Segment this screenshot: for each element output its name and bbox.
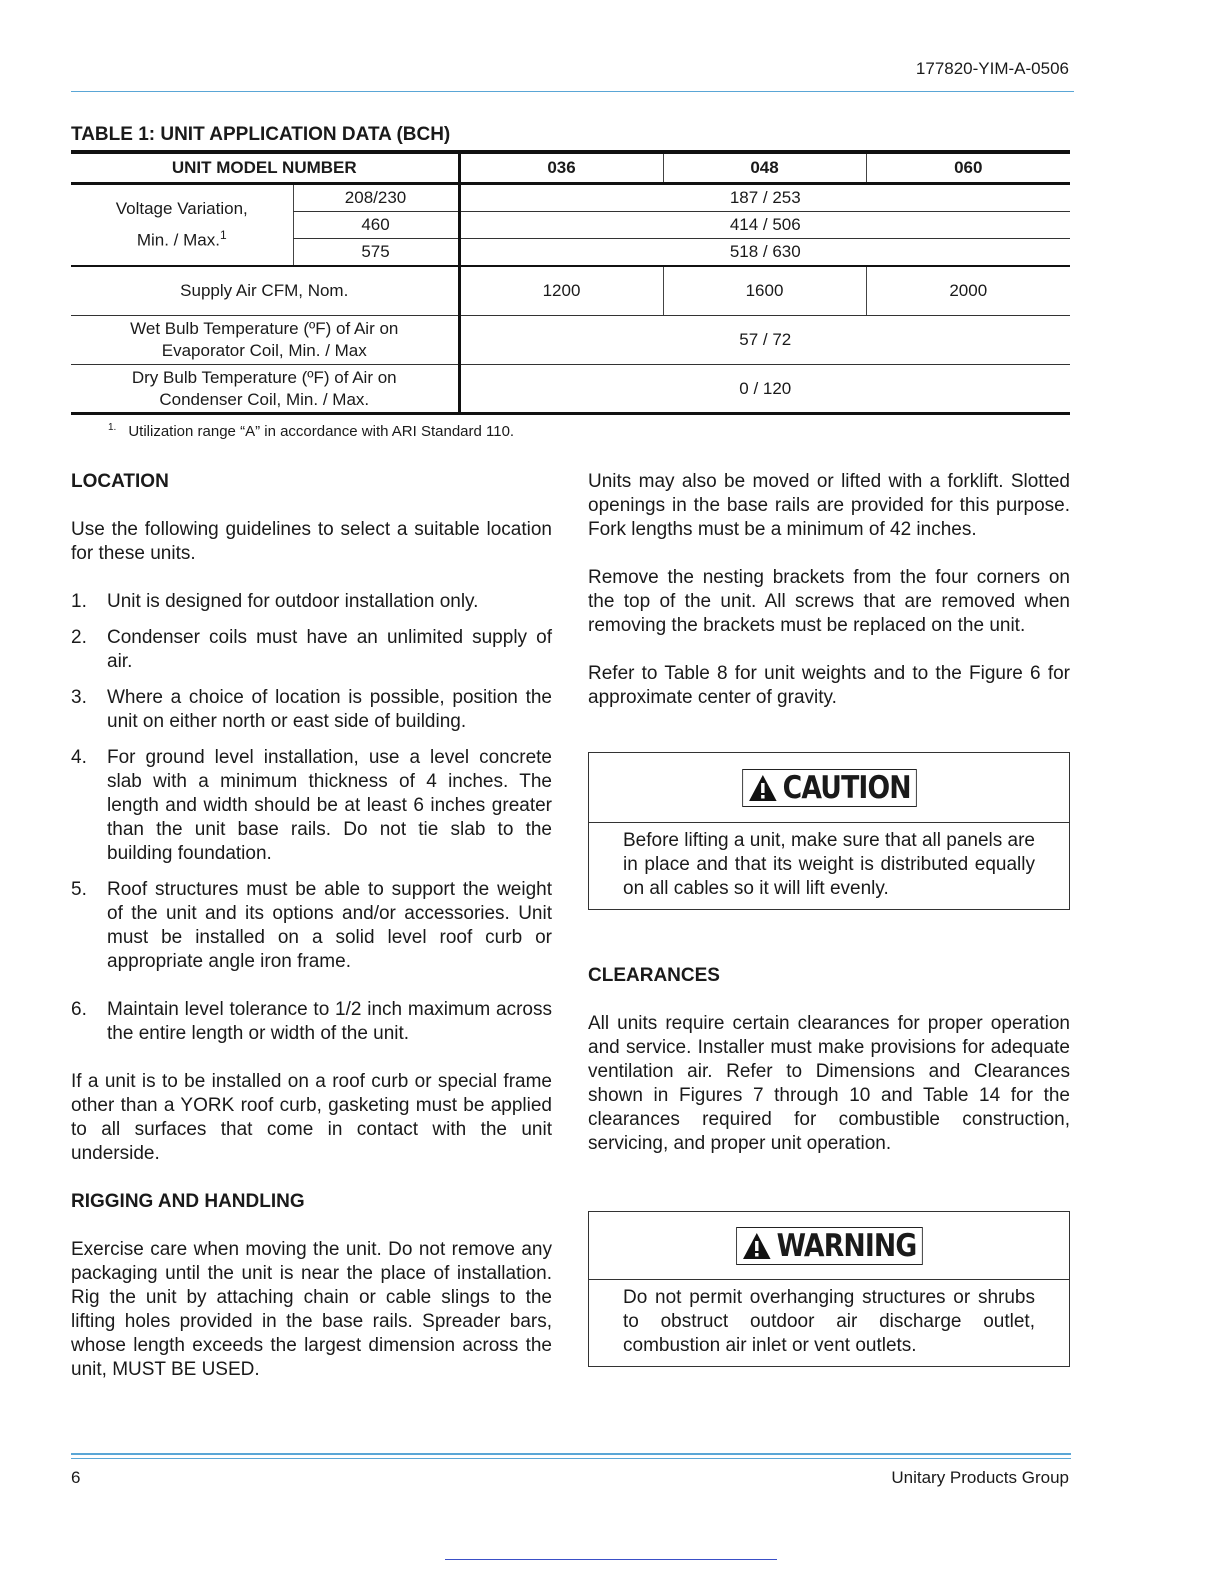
- footer-rule-thin: [71, 1458, 1071, 1459]
- unit-application-table: [71, 150, 1070, 415]
- caution-text: Before lifting a unit, make sure that all panels are in place and that its weight is distributed equally on all cables so it will lift evenly.: [623, 830, 1035, 899]
- voltage-label-line1: Voltage Variation,: [115, 198, 248, 218]
- dry-bulb-label-line1: Dry Bulb Temperature (ºF) of Air on: [131, 367, 397, 387]
- clearances-section: [588, 964, 1070, 1156]
- voltage-value: 575: [293, 239, 459, 266]
- voltage-label-line2: Min. / Max.: [136, 230, 220, 250]
- list-item: [71, 878, 552, 974]
- warning-header: [589, 1212, 1069, 1280]
- list-item: [71, 590, 552, 614]
- dry-bulb-label: [71, 365, 459, 414]
- list-text: Condenser coils must have an unlimited supply of air.: [107, 627, 552, 672]
- warning-triangle-icon: [748, 774, 777, 802]
- model-header-060: 060: [866, 152, 1070, 184]
- model-number-header: UNIT MODEL NUMBER: [71, 152, 459, 184]
- table-footnote: [108, 422, 514, 440]
- list-number: 3.: [71, 687, 87, 708]
- voltage-label: [71, 184, 293, 266]
- clearances-text: All units require certain clearances for proper operation and service. Installer must make provisions for adequate ventilation air. Refer to Dimensions and Clearances shown in Figures 7 through 10 and Table 14 for the clearances required for combustible construction, servicing, and proper unit operation.: [588, 1013, 1070, 1154]
- voltage-value: 460: [293, 212, 459, 239]
- warning-text: Do not permit overhanging structures or shrubs to obstruct outdoor air discharge outlet, combustion air inlet or vent outlets.: [623, 1287, 1035, 1356]
- footer-rule: [71, 1453, 1071, 1455]
- rigging-text: Exercise care when moving the unit. Do not remove any packaging until the unit is near the place of installation. Rig the unit by attaching chain or cable slings to the lifting holes provided in the base rails. Spreader bars, whose length exceeds the largest dimension across the unit, MUST BE USED.: [71, 1239, 552, 1380]
- caution-label: CAUTION: [782, 769, 911, 806]
- curb-note: If a unit is to be installed on a roof curb or special frame other than a YORK roof curb, gasketing must be applied to all surfaces that come in contact with the unit underside.: [71, 1071, 552, 1164]
- link-underline: [445, 1559, 777, 1560]
- warning-label: WARNING: [776, 1227, 917, 1264]
- table-row: [71, 316, 1070, 365]
- table-header-row: [71, 152, 1070, 184]
- location-heading: LOCATION: [71, 471, 169, 492]
- company-name: Unitary Products Group: [891, 1468, 1069, 1487]
- list-text: Roof structures must be able to support the weight of the unit and its options and/or accessories. Unit must be installed on a solid level roof curb or appropriate angle iron frame.: [107, 879, 552, 972]
- supply-air-060: 2000: [866, 266, 1070, 316]
- warning-triangle-icon: [742, 1232, 771, 1260]
- voltage-value: 208/230: [293, 184, 459, 212]
- warning-box: [588, 1211, 1070, 1367]
- list-number: 1.: [71, 591, 87, 612]
- list-item: [71, 998, 552, 1046]
- model-header-036: 036: [459, 152, 663, 184]
- list-text: Maintain level tolerance to 1/2 inch maximum across the entire length or width of the unit.: [107, 999, 552, 1044]
- list-number: 4.: [71, 747, 87, 768]
- supply-air-label: Supply Air CFM, Nom.: [71, 266, 459, 316]
- voltage-range: 414 / 506: [459, 212, 1070, 239]
- voltage-footnote-ref: 1: [219, 227, 227, 242]
- voltage-range: 518 / 630: [459, 239, 1070, 266]
- table-row: [71, 184, 1070, 212]
- clearances-heading: CLEARANCES: [588, 965, 720, 986]
- supply-air-036: 1200: [459, 266, 663, 316]
- wet-bulb-label-line2: Evaporator Coil, Min. / Max: [161, 341, 367, 360]
- wet-bulb-value: 57 / 72: [459, 316, 1070, 365]
- list-text: Where a choice of location is possible, position the unit on either north or east side of building.: [107, 687, 552, 732]
- table-row: [71, 266, 1070, 316]
- list-text: For ground level installation, use a level concrete slab with a minimum thickness of 4 inches. The length and width should be at least 6 inches greater than the unit base rails. Do not tie slab to the building foundation.: [107, 747, 552, 864]
- voltage-range: 187 / 253: [459, 184, 1070, 212]
- caution-header: [589, 753, 1069, 823]
- document-number: 177820-YIM-A-0506: [915, 59, 1069, 78]
- footnote-text: Utilization range “A” in accordance with ARI Standard 110.: [128, 423, 515, 440]
- rigging-heading: RIGGING AND HANDLING: [71, 1191, 305, 1212]
- footnote-marker: 1.: [108, 422, 117, 433]
- list-text: Unit is designed for outdoor installation only.: [107, 591, 479, 612]
- dry-bulb-label-line2: Condenser Coil, Min. / Max.: [159, 389, 370, 409]
- list-item: [71, 626, 552, 674]
- right-column: [588, 470, 1070, 710]
- list-number: 6.: [71, 999, 87, 1020]
- table-title: TABLE 1: UNIT APPLICATION DATA (BCH): [71, 124, 451, 145]
- location-guidelines-list: [71, 590, 552, 1046]
- list-number: 5.: [71, 879, 87, 900]
- warning-badge: [736, 1227, 922, 1265]
- dry-bulb-value: 0 / 120: [459, 365, 1070, 414]
- list-item: [71, 746, 552, 866]
- forklift-text: Units may also be moved or lifted with a forklift. Slotted openings in the base rails are provided for this purpose. Fork lengths must be a minimum of 42 inches.: [588, 471, 1070, 540]
- left-column: [71, 470, 552, 1382]
- header-rule: [71, 91, 1074, 92]
- table-row: [71, 365, 1070, 414]
- caution-badge: [742, 769, 917, 807]
- list-item: [71, 686, 552, 734]
- location-intro: Use the following guidelines to select a suitable location for these units.: [71, 519, 552, 564]
- list-number: 2.: [71, 627, 87, 648]
- supply-air-048: 1600: [663, 266, 866, 316]
- model-header-048: 048: [663, 152, 866, 184]
- wet-bulb-label: [71, 316, 459, 365]
- brackets-text: Remove the nesting brackets from the four corners on the top of the unit. All screws that are removed when removing the brackets must be replaced on the unit.: [588, 567, 1070, 636]
- refer-text: Refer to Table 8 for unit weights and to the Figure 6 for approximate center of gravity.: [588, 663, 1070, 708]
- caution-box: [588, 752, 1070, 910]
- wet-bulb-label-line1: Wet Bulb Temperature (ºF) of Air on: [130, 319, 399, 338]
- page-number: 6: [71, 1468, 81, 1487]
